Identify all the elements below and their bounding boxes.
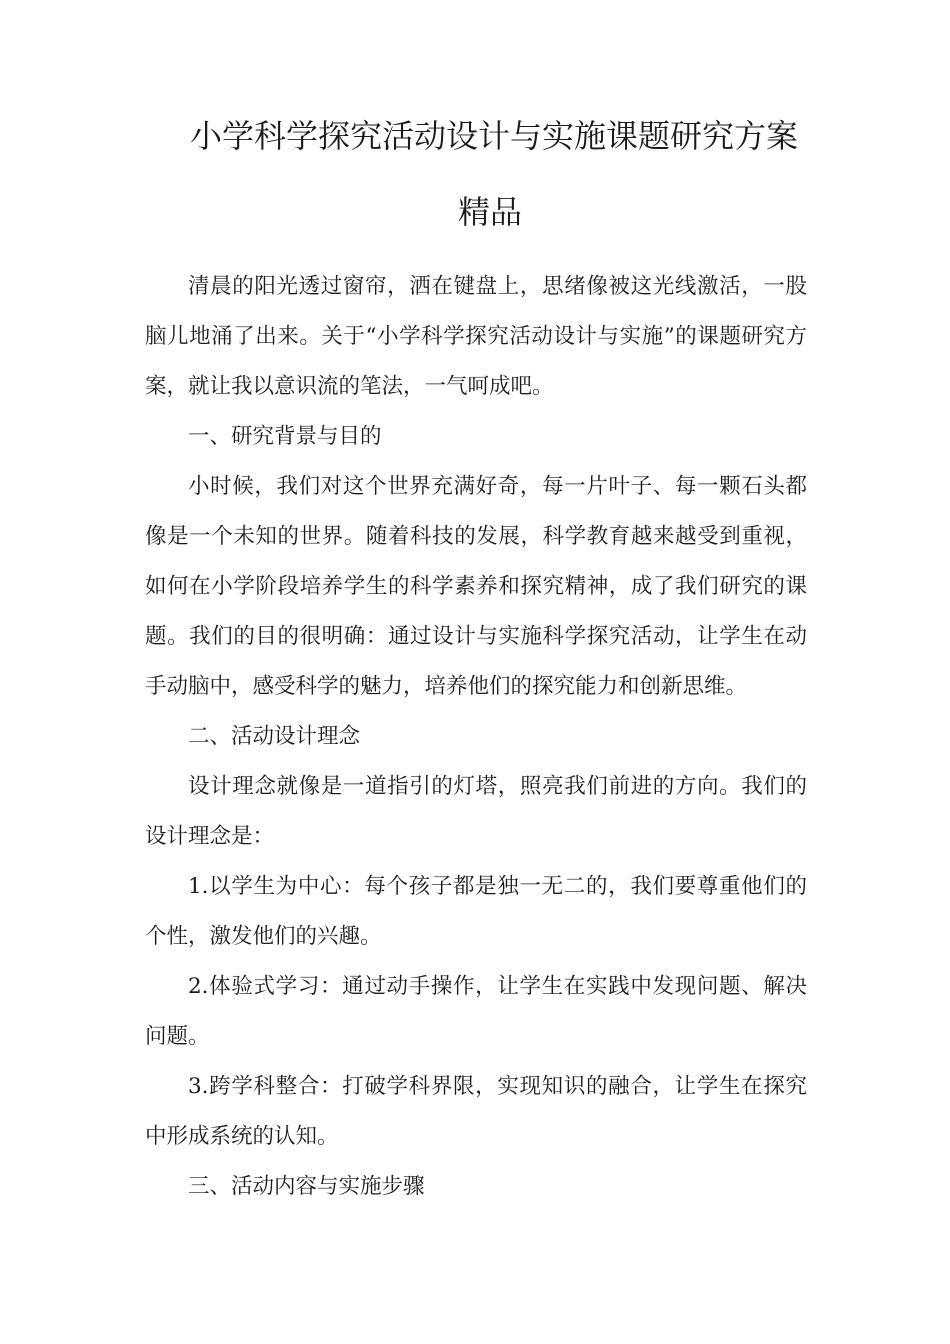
document-body [145,262,807,1212]
document-title: 小学科学探究活动设计与实施课题研究方案 [189,117,798,155]
paragraph-intro: 清晨的阳光透过窗帘，洒在键盘上，思绪像被这光线激活，一股脑儿地涌了出来。关于“小学科学探究活动设计与实施”的课题研究方案，就让我以意识流的笔法，一气呵成吧。 [145,274,807,399]
section-heading-design-concept: 二、活动设计理念 [188,724,361,749]
section-heading-content-steps: 三、活动内容与实施步骤 [188,1174,425,1199]
list-item-interdisciplinary: 3.跨学科整合：打破学科界限，实现知识的融合，让学生在探究中形成系统的认知。 [145,1074,807,1149]
paragraph-background: 小时候，我们对这个世界充满好奇，每一片叶子、每一颗石头都像是一个未知的世界。随着科技的发展，科学教育越来越受到重视，如何在小学阶段培养学生的科学素养和探究精神，成了我们研究的课题。我们的目的很明确：通过设计与实施科学探究活动，让学生在动手动脑中，感受科学的魅力，培养他们的探究能力和创新思维。 [145,474,807,699]
paragraph-design-concept: 设计理念就像是一道指引的灯塔，照亮我们前进的方向。我们的设计理念是： [145,774,807,849]
list-item-experiential-learning: 2.体验式学习：通过动手操作，让学生在实践中发现问题、解决问题。 [145,974,807,1049]
document-title-suffix: 精品 [457,193,522,231]
section-heading-background: 一、研究背景与目的 [188,424,382,449]
list-item-student-centered: 1.以学生为中心：每个孩子都是独一无二的，我们要尊重他们的个性，激发他们的兴趣。 [145,874,807,949]
